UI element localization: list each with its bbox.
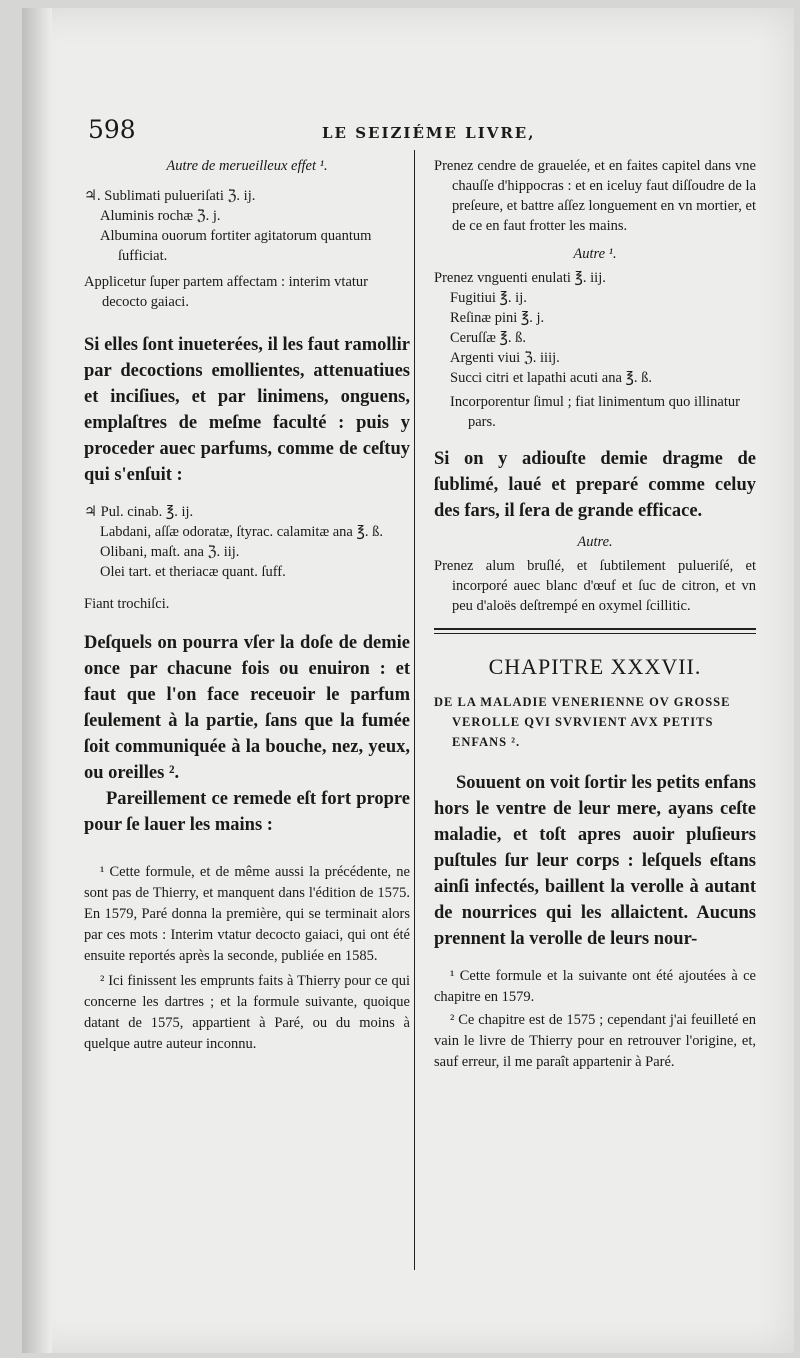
- footnote: ¹ Cette formule et la suivante ont été ajoutées à ce chapitre en 1579.: [434, 968, 756, 1005]
- body-paragraph: Souuent on voit ſortir les petits enfans hors le ventre de leur mere, ayans ceſte maladie, et toſt apres auoir pluſieurs puſtules ſur leur corps : leſquels eſtans ainſi infectés, baillent la verolle à autant de nourrices qui les allaictent. Aucuns prennent la verolle de leurs nour-: [434, 773, 756, 949]
- recipe-block: [84, 502, 410, 582]
- recipe-line: ♃. Sublimati pulueriſati ℨ. ij.: [84, 188, 256, 204]
- recipe-line: Ceruſſæ ℥. ß.: [450, 330, 527, 346]
- chapter-title: CHAPITRE XXXVII.: [488, 654, 702, 679]
- footnote: ² Ici finissent les emprunts faits à Thierry pour ce qui concerne les dartres ; et la formule suivante, quoique datant de 1575, appartient à Paré, ou du moins à quelque autre auteur inconnu.: [84, 973, 410, 1052]
- footnote: ² Ce chapitre est de 1575 ; cependant j'ai feuilleté en vain le livre de Thierry pour en retrouver l'origine, et, sauf erreur, il me paraît appartenir à Paré.: [434, 1012, 756, 1070]
- page-gutter-shadow: [22, 8, 52, 1353]
- recipe-title: Autre de merueilleux effet ¹.: [166, 158, 328, 174]
- recipe-line: ♃ Pul. cinab. ℥. ij.: [84, 504, 194, 520]
- recipe-title: Autre.: [577, 534, 613, 550]
- recipe-line: Olibani, maſt. ana ℨ. iij.: [100, 544, 240, 560]
- recipe-title: Autre ¹.: [573, 246, 617, 262]
- recipe-note: Applicetur ſuper partem affectam : interim vtatur decocto gaiaci.: [84, 274, 368, 310]
- body-paragraph: Si elles ſont inueterées, il les faut ramollir par decoctions emollientes, attenuatiues et inciſiues, et par linimens, onguens, emplaſtres de meſme faculté : puis y proceder auec parfums, comme de ceſtuy qui s'enſuit :: [84, 335, 410, 485]
- chapter-subtitle: DE LA MALADIE VENERIENNE OV GROSSE VEROLLE QVI SVRVIENT AVX PETITS ENFANS ².: [434, 695, 731, 749]
- recipe-block: [84, 186, 410, 266]
- page-number: 598: [88, 115, 136, 144]
- recipe-intro: Prenez vnguenti enulati ℥. iij.: [434, 270, 606, 286]
- recipe-line: Aluminis rochæ ℨ. j.: [100, 208, 221, 224]
- recipe-line: Argenti viui ℨ. iiij.: [450, 350, 560, 366]
- footnote: ¹ Cette formule, et de même aussi la précédente, ne sont pas de Thierry, et manquent dans l'édition de 1575. En 1579, Paré donna la première, qui se terminait alors par ces mots : Interim vtatur decocto gaiaci, qui ont été ensuite reportés après la seconde, publiée en 1585.: [84, 864, 410, 964]
- recipe-note: Incorporentur ſimul ; fiat linimentum quo illinatur pars.: [450, 394, 740, 430]
- column-divider: [414, 150, 415, 1270]
- recipe-line: Albumina ouorum fortiter agitatorum quantum ſufficiat.: [100, 228, 372, 264]
- recipe-block: [434, 288, 756, 388]
- body-paragraph: Prenez cendre de grauelée, et en faites capitel dans vne chauſſe d'hippocras : et en iceluy faut diſſoudre de la preſeure, et battre aſſez longuement en vn mortier, et de ce en faut frotter les mains.: [434, 158, 756, 234]
- recipe-line: Olei tart. et theriacæ quant. ſuff.: [100, 564, 286, 580]
- recipe-line: Reſinæ pini ℥. j.: [450, 310, 545, 326]
- body-paragraph: Prenez alum bruſlé, et ſubtilement pulueriſé, et incorporé auec blanc d'œuf et ſuc de citron, et vn peu d'aloës deſtrempé en oxymel ſcillitic.: [434, 558, 756, 614]
- body-paragraph: Si on y adiouſte demie dragme de ſublimé, laué et preparé comme celuy des fars, il ſera de grande efficace.: [434, 449, 756, 521]
- recipe-line: Labdani, aſſæ odoratæ, ſtyrac. calamitæ ana ℥. ß.: [100, 524, 383, 540]
- body-paragraph: Pareillement ce remede eſt fort propre pour ſe lauer les mains :: [84, 789, 410, 835]
- recipe-line: Succi citri et lapathi acuti ana ℥. ß.: [450, 370, 653, 386]
- section-divider: [434, 628, 756, 634]
- recipe-line: Fugitiui ℥. ij.: [450, 290, 527, 306]
- right-column: [434, 156, 756, 1073]
- running-title: LE SEIZIÉME LIVRE,: [322, 124, 536, 142]
- left-column: [84, 156, 410, 1055]
- body-paragraph: Deſquels on pourra vſer la doſe de demie once par chacune fois ou enuiron : et faut que l'on face receuoir le parfum ſeulement à la partie, ſans que la fumée ſoit communiquée à la bouche, nez, yeux, ou oreilles ².: [84, 633, 410, 783]
- recipe-note: Fiant trochiſci.: [84, 596, 170, 612]
